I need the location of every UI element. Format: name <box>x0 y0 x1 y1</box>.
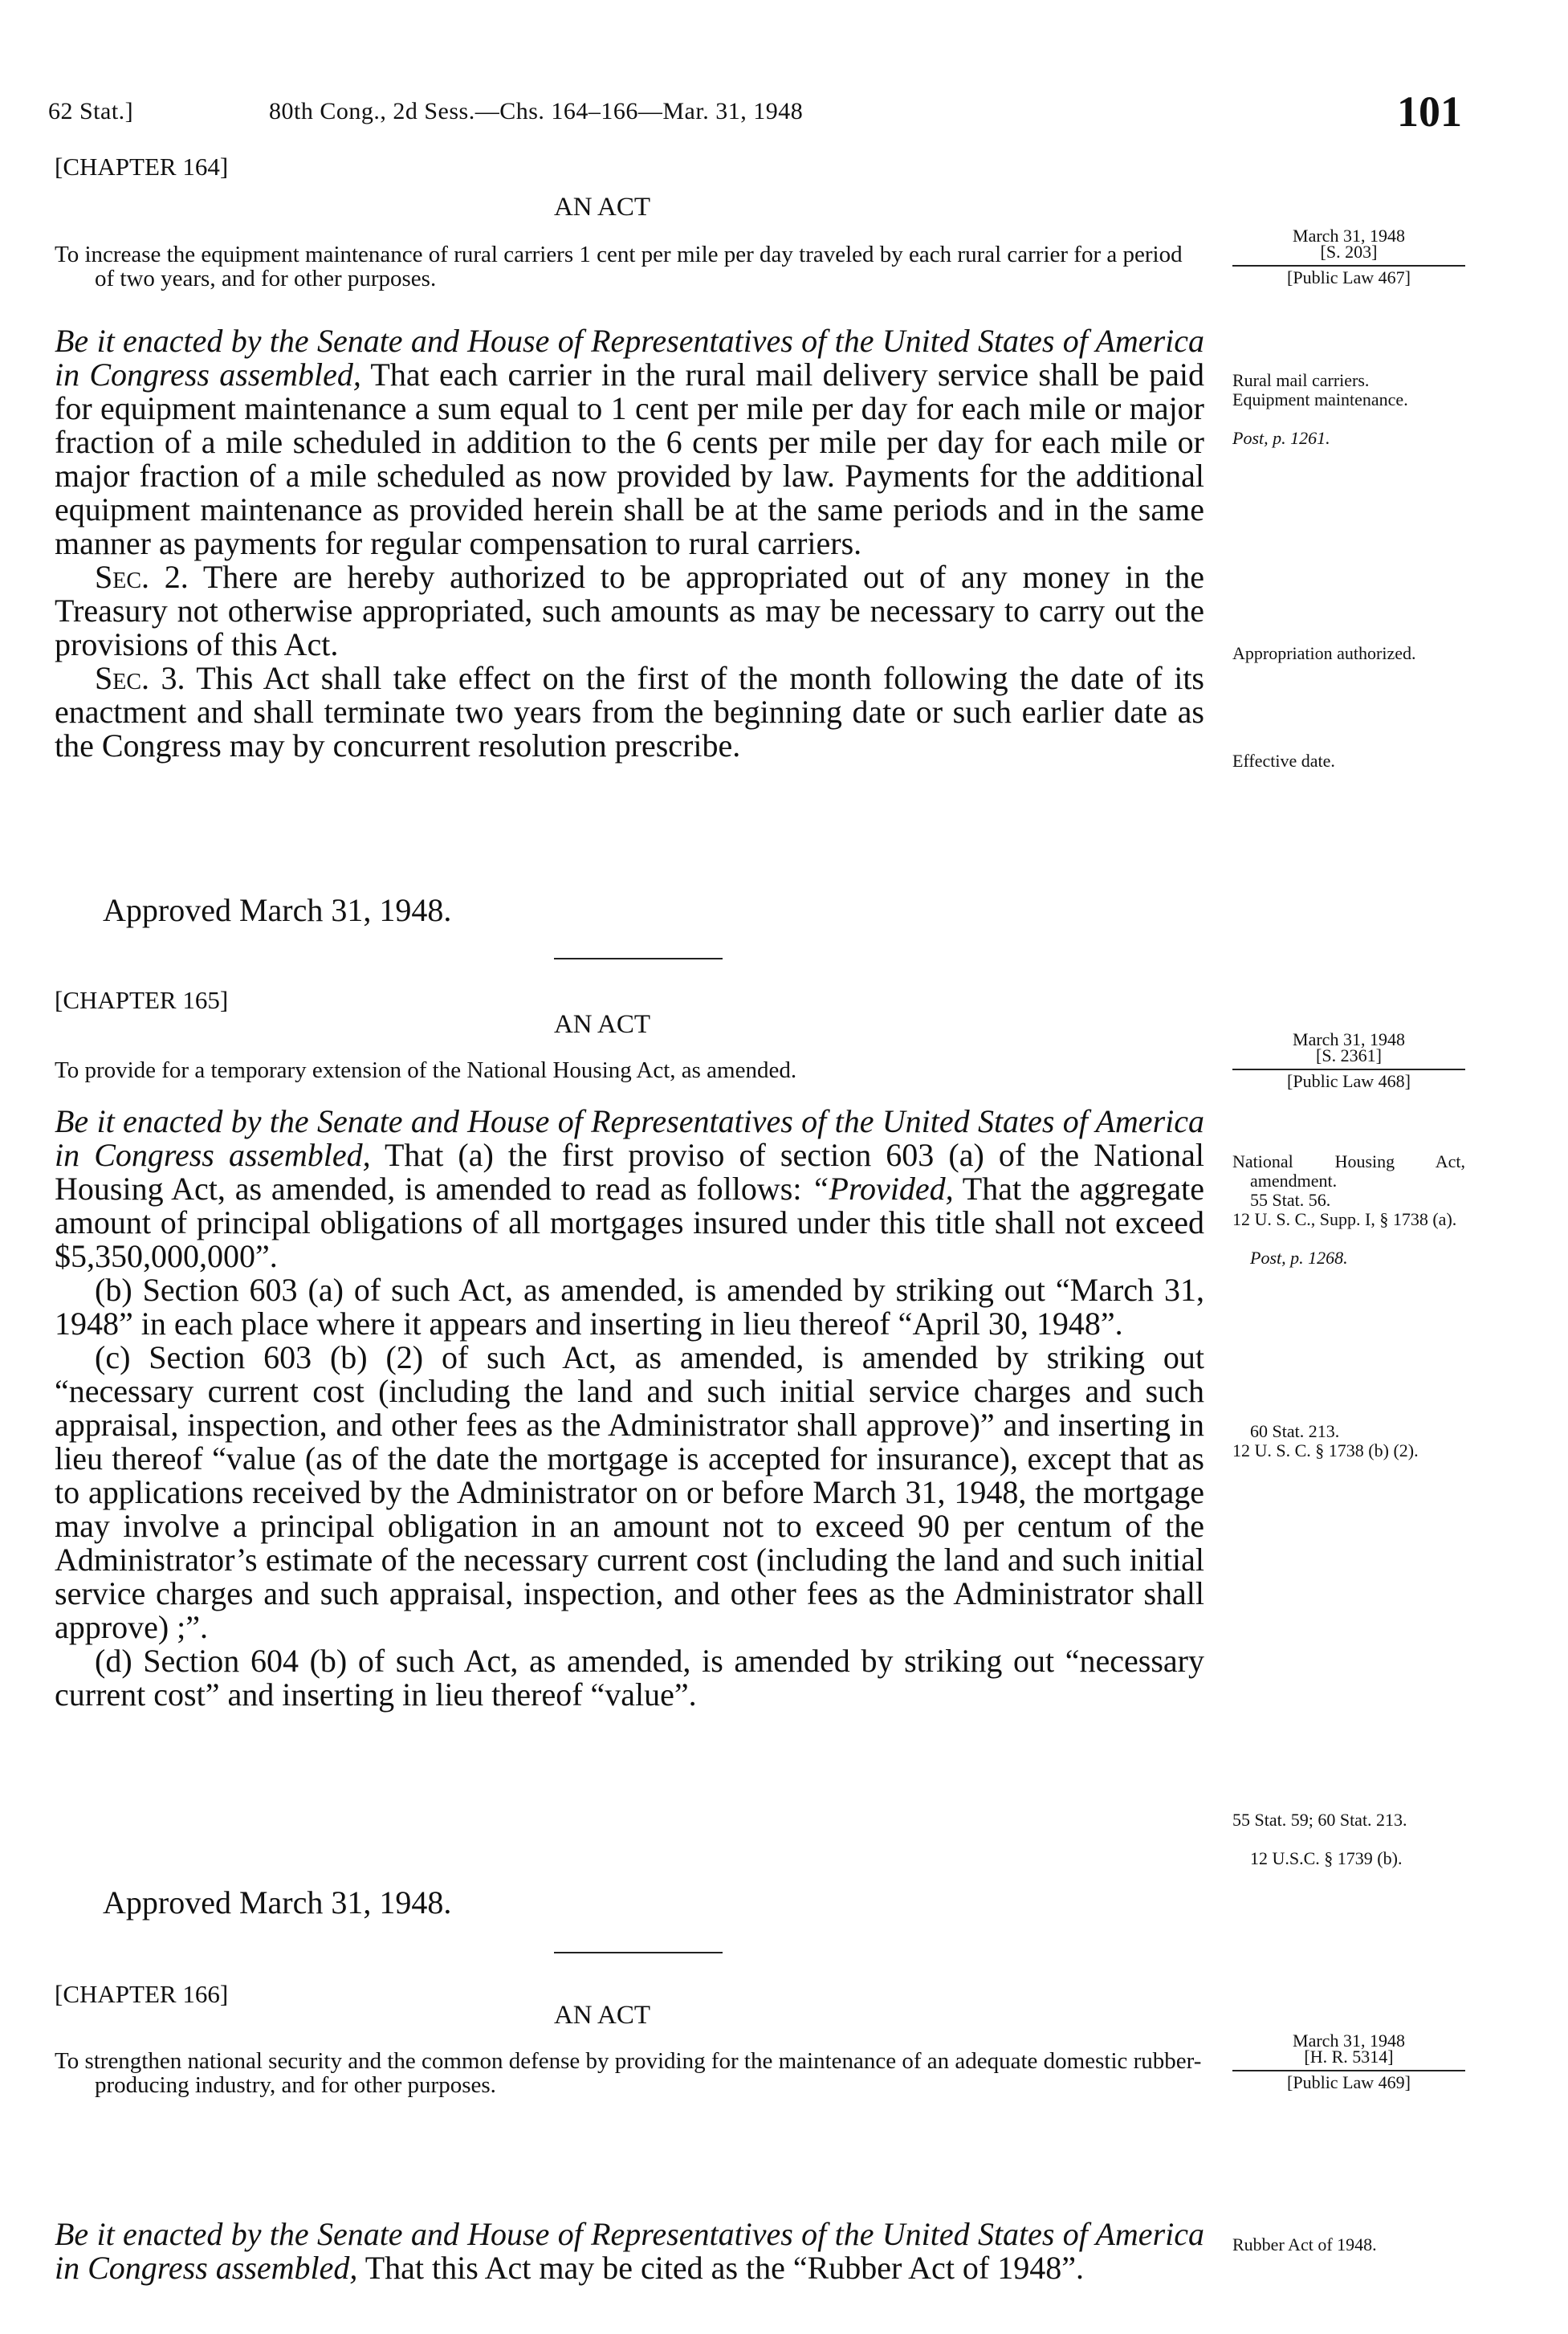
chapter-166-date: March 31, 1948 <box>1293 2031 1405 2051</box>
chapter-165-note-usc: 12 U. S. C., Supp. I, § 1738 (a). <box>1232 1209 1457 1229</box>
chapter-164-sec3-text: This Act shall take effect on the first of the month following the date of its enactment and shall terminate two years from the beginning date or such earlier date as the Congress may by concurrent resolution prescribe. <box>55 660 1204 764</box>
chapter-164-bill: [S. 203] <box>1320 242 1378 262</box>
chapter-165-note-55stat: 55 Stat. 56. <box>1250 1190 1331 1210</box>
chapter-166-public-law: [Public Law 469] <box>1287 2072 1411 2092</box>
chapter-164-sec2-label: Sec. 2. <box>95 559 189 595</box>
chapter-164-heading: [CHAPTER 164] <box>55 153 229 181</box>
chapter-164-paragraph-1-text: That each carrier in the rural mail delivery service shall be paid for equipment maintenance a sum equal to 1 cent per mile per day for each mile or major fraction of a mile scheduled in addition to the 6 cents per mile per day for each mile or major fraction of a mile scheduled as now provided by law. Payments for the additional equipment maintenance as provided herein shall be at the same periods and in the same manner as payments for regular compensation to rural carriers. <box>55 356 1205 561</box>
chapter-164-public-law: [Public Law 467] <box>1287 267 1411 287</box>
chapter-166-title-line1: To strengthen national security and the common defense by providing for the <box>55 2048 773 2074</box>
chapter-166-paragraph-1 <box>55 2218 1204 2285</box>
chapter-165-body <box>55 1105 1204 1712</box>
chapter-165-note-usc-1739: 12 U.S.C. § 1739 (b). <box>1250 1848 1403 1868</box>
chapter-164-sec2-text: There are hereby authorized to be appropriated out of any money in the Treasury not otherwise appropriated, such amounts as may be necessary to carry out the provisions of this Act. <box>55 559 1204 662</box>
chapter-165-paragraph-d: (d) Section 604 (b) of such Act, as amended, is amended by striking out “necessary current cost” and inserting in lieu thereof “value”. <box>55 1643 1204 1713</box>
chapter-166-bill: [H. R. 5314] <box>1304 2047 1394 2067</box>
chapter-165-bill: [S. 2361] <box>1316 1045 1382 1065</box>
chapter-165-public-law: [Public Law 468] <box>1287 1071 1411 1091</box>
chapter-166-act-label: AN ACT <box>553 2001 651 2030</box>
chapter-166-title <box>55 2049 1207 2097</box>
chapter-165-note-housing: National Housing Act, amendment. <box>1232 1151 1465 1191</box>
chapter-divider-2 <box>554 1952 723 1953</box>
chapter-164-note-equipment: Equipment maintenance. <box>1232 389 1408 409</box>
chapter-164-note-rural: Rural mail carriers. <box>1232 370 1370 390</box>
chapter-164-title-line2: traveled by each rural carrier for a period of two years, and for other purposes. <box>95 242 1183 291</box>
chapter-164-paragraph-1 <box>55 324 1204 560</box>
chapter-164-act-label: AN ACT <box>553 193 651 222</box>
chapter-166-heading: [CHAPTER 166] <box>55 1980 229 2008</box>
chapter-165-note-60stat: 60 Stat. 213. <box>1250 1421 1340 1441</box>
chapter-166-enacting-clause: Be it enacted by the Senate and House of Representatives of the United States of America in Congress assembled, <box>55 2216 1204 2286</box>
chapter-165-paragraph-a-text: That (a) the first proviso of section 603 (a) of the National Housing Act, as amended, is amended to read as follows: <box>55 1137 1205 1207</box>
chapter-164-section-3 <box>55 662 1204 763</box>
chapter-164-section-2 <box>55 560 1204 662</box>
chapter-165-note-55stat-59: 55 Stat. 59; 60 Stat. 213. <box>1232 1810 1407 1830</box>
chapter-165-paragraph-b: (b) Section 603 (a) of such Act, as amended, is amended by striking out “March 31, 1948” in each place where it appears and inserting in lieu thereof “April 30, 1948”. <box>55 1272 1204 1342</box>
chapter-165-proviso: “Provided, <box>811 1171 954 1207</box>
chapter-165-paragraph-a-end: That the aggregate amount of principal obligations of all mortgages insured under this title shall not exceed $5,350,000,000”. <box>55 1171 1205 1274</box>
chapter-165-date: March 31, 1948 <box>1293 1029 1405 1049</box>
chapter-164-enacting-clause: Be it enacted by the Senate and House of Representatives of the United States of America in Congress assembled, <box>55 323 1204 393</box>
chapter-164-title <box>55 242 1207 291</box>
chapter-166-note-rubber: Rubber Act of 1948. <box>1232 2234 1377 2255</box>
chapter-165-enacting-clause: Be it enacted by the Senate and House of Representatives of the United States of America in Congress assembled, <box>55 1103 1204 1173</box>
chapter-165-title: To provide for a temporary extension of the National Housing Act, as amended. <box>55 1057 797 1083</box>
chapter-164-note-appropriation: Appropriation authorized. <box>1232 643 1416 663</box>
page-number: 101 <box>1397 88 1462 136</box>
chapter-164-note-post: Post, p. 1261. <box>1232 428 1330 448</box>
running-header-stat: 62 Stat.] <box>48 98 134 124</box>
chapter-165-paragraph-c: (c) Section 603 (b) (2) of such Act, as amended, is amended by striking out “necessary current cost (including the land and such initial service charges and such appraisal, inspection, and other fees as the Administrator shall approve)” and inserting in lieu thereof “value (as of the date the mortgage is accepted for insurance), except that as to applications received by the Administrator on or before March 31, 1948, the mortgage may involve a principal obligation in an amount not to exceed 90 per centum of the Administrator’s estimate of the necessary current cost (including the land and such initial service charges and such appraisal, inspection, and other fees as the Administrator shall approve) ;”. <box>55 1339 1204 1645</box>
chapter-164-date: March 31, 1948 <box>1293 226 1405 246</box>
chapter-164-note-effective: Effective date. <box>1232 751 1335 771</box>
chapter-164-title-line1: To increase the equipment maintenance of rural carriers 1 cent per mile per day <box>55 242 793 267</box>
chapter-166-body <box>55 2218 1204 2285</box>
chapter-165-paragraph-a <box>55 1105 1204 1273</box>
chapter-165-approved: Approved March 31, 1948. <box>103 1884 452 1921</box>
running-header-congress: 80th Cong., 2d Sess.—Chs. 164–166—Mar. 31, 1948 <box>269 98 804 124</box>
chapter-divider-1 <box>554 958 723 959</box>
chapter-164-sec3-label: Sec. 3. <box>95 660 185 696</box>
chapter-165-note-post: Post, p. 1268. <box>1250 1248 1348 1268</box>
chapter-166-title-line2: maintenance of an adequate domestic rubber-producing industry, and for other purposes. <box>95 2048 1202 2098</box>
chapter-164-body <box>55 324 1204 763</box>
chapter-165-heading: [CHAPTER 165] <box>55 986 229 1014</box>
chapter-165-act-label: AN ACT <box>553 1010 651 1039</box>
chapter-164-approved: Approved March 31, 1948. <box>103 892 452 928</box>
chapter-165-note-usc-1738b: 12 U. S. C. § 1738 (b) (2). <box>1232 1440 1419 1460</box>
chapter-166-paragraph-1-text: That this Act may be cited as the “Rubber Act of 1948”. <box>365 2250 1084 2286</box>
